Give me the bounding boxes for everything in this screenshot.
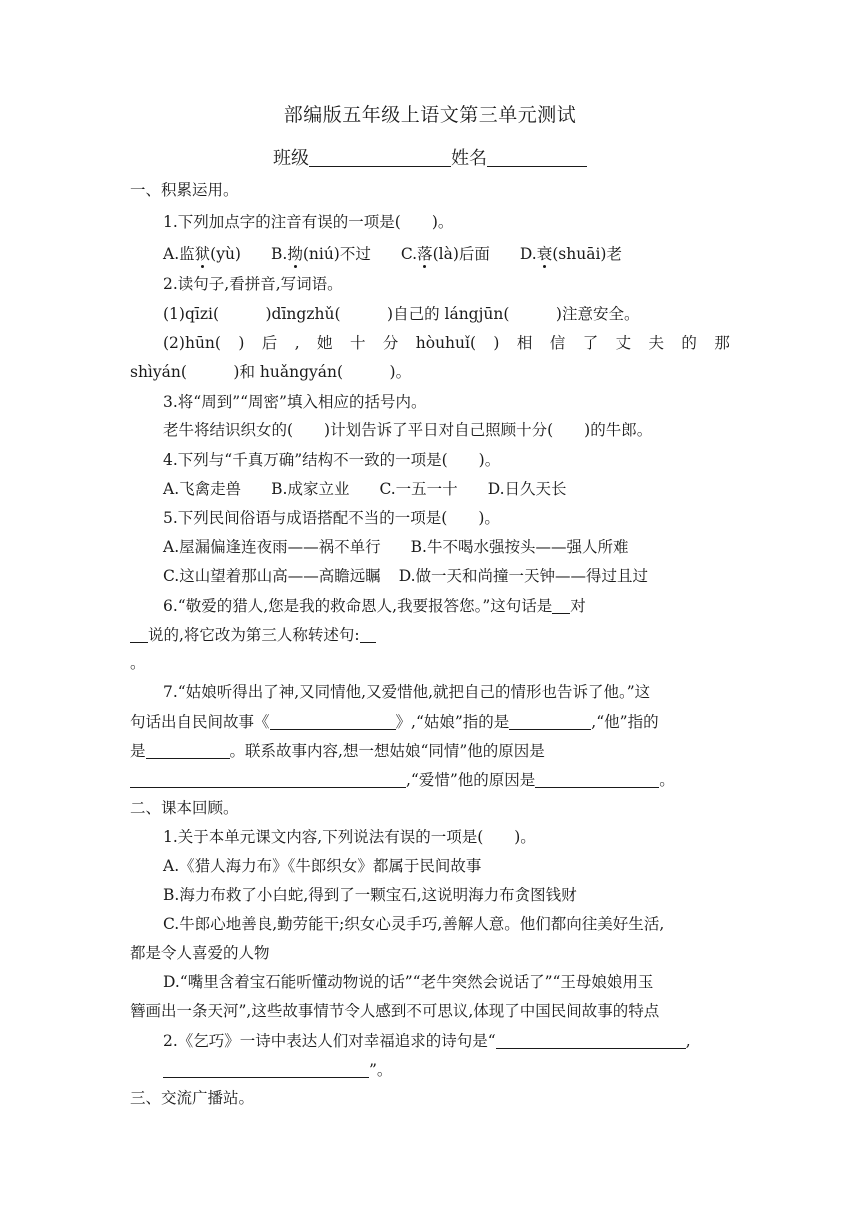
option-a: A.屋漏偏逢连夜雨——祸不单行 [163, 538, 381, 556]
question-options [163, 244, 622, 264]
question-line: 句话出自民间故事《 》,“姑娘”指的是 ,“他”指的 [130, 713, 659, 731]
question-line: ”。 [163, 1059, 392, 1080]
option-d: D.做一天和尚撞一天钟——得过且过 [398, 567, 649, 585]
question-line: 老牛将结识织女的( )计划告诉了平日对自己照顾十分( )的牛郎。 [163, 421, 653, 439]
question-stem: 3.将“周到”“周密”填入相应的括号内。 [163, 393, 427, 411]
option-d-cont: 簪画出一条天河”,这些故事情节令人感到不可思议,体现了中国民间故事的特点 [130, 1002, 660, 1020]
section-heading: 一、积累运用。 [130, 181, 239, 199]
option-c: C.牛郎心地善良,勤劳能干;织女心灵手巧,善解人意。他们都向往美好生活, [163, 915, 665, 933]
question-options [163, 537, 628, 557]
page-title: 部编版五年级上语文第三单元测试 [283, 104, 577, 126]
option-d: D.衰(shuāi)老 [519, 245, 622, 263]
option-b: B.海力布救了小白蛇,得到了一颗宝石,这说明海力布贪图钱财 [163, 886, 577, 904]
option-a: A.监狱(yù) [163, 245, 241, 263]
answer-blank[interactable] [146, 740, 230, 759]
answer-blank[interactable] [130, 769, 406, 788]
section-heading: 三、交流广播站。 [130, 1089, 255, 1107]
question-line: 7.“姑娘听得出了神,又同情他,又爱惜他,就把自己的情形也告诉了他。”这 [163, 683, 651, 701]
class-field[interactable] [309, 148, 451, 167]
question-line: 。 [130, 654, 146, 672]
question-stem: 1.下列加点字的注音有误的一项是( )。 [163, 213, 454, 231]
option-b: B.拗(niú)不过 [270, 245, 371, 263]
question-line: 2.《乞巧》一诗中表达人们对幸福追求的诗句是“ , [163, 1032, 691, 1050]
question-line: ,“爱惜”他的原因是 。 [130, 769, 675, 790]
question-line: 6.“敬爱的猎人,您是我的救命恩人,我要报答您。”这句话是 对 [163, 597, 586, 615]
name-label: 姓名 [451, 148, 487, 169]
question-options [163, 479, 567, 499]
question-options [163, 566, 648, 586]
answer-blank[interactable] [509, 711, 591, 730]
option-b: B.成家立业 [271, 480, 350, 498]
option-c: C.这山望着那山高——高瞻远瞩 [163, 567, 381, 585]
class-label: 班级 [273, 148, 309, 169]
option-a: A.飞禽走兽 [163, 480, 242, 498]
question-line: (1)qīzi( )dīngzhǔ( )自己的 lángjūn( )注意安全。 [163, 305, 640, 323]
question-stem: 4.下列与“千真万确”结构不一致的一项是( )。 [163, 451, 501, 469]
answer-blank[interactable] [496, 1030, 686, 1049]
option-c: C.落(là)后面 [400, 245, 490, 263]
question-stem: 1.关于本单元课文内容,下列说法有误的一项是( )。 [163, 828, 536, 846]
option-d: D.日久天长 [487, 480, 567, 498]
answer-blank[interactable] [535, 769, 659, 788]
answer-blank[interactable] [552, 595, 570, 614]
name-field[interactable] [487, 148, 587, 167]
section-heading: 二、课本回顾。 [130, 799, 239, 817]
question-line: shìyán( )和 huǎngyán( )。 [130, 363, 412, 381]
option-c-cont: 都是令人喜爱的人物 [130, 944, 270, 962]
question-stem: 5.下列民间俗语与成语搭配不当的一项是( )。 [163, 509, 500, 527]
answer-blank[interactable] [270, 711, 396, 730]
question-line: 是 。联系故事内容,想一想姑娘“同情”他的原因是 [130, 742, 545, 760]
answer-blank[interactable] [130, 624, 148, 643]
option-c: C.一五一十 [379, 480, 458, 498]
question-line: 说的,将它改为第三人称转述句: [130, 624, 376, 645]
option-b: B.牛不喝水强按头——强人所难 [410, 538, 629, 556]
answer-blank[interactable] [163, 1059, 369, 1078]
answer-blank[interactable] [360, 624, 376, 643]
name-row [0, 148, 860, 169]
option-d: D.“嘴里含着宝石能听懂动物说的话”“老牛突然会说话了”“王母娘娘用玉 [163, 973, 654, 991]
question-stem: 2.读句子,看拼音,写词语。 [163, 275, 343, 293]
option-a: A.《猎人海力布》《牛郎织女》都属于民间故事 [163, 857, 482, 875]
question-line-justified: (2)hūn( ) 后 , 她 十 分 hòuhuǐ( ) 相 信 了 丈 夫 的 那 [163, 334, 730, 352]
